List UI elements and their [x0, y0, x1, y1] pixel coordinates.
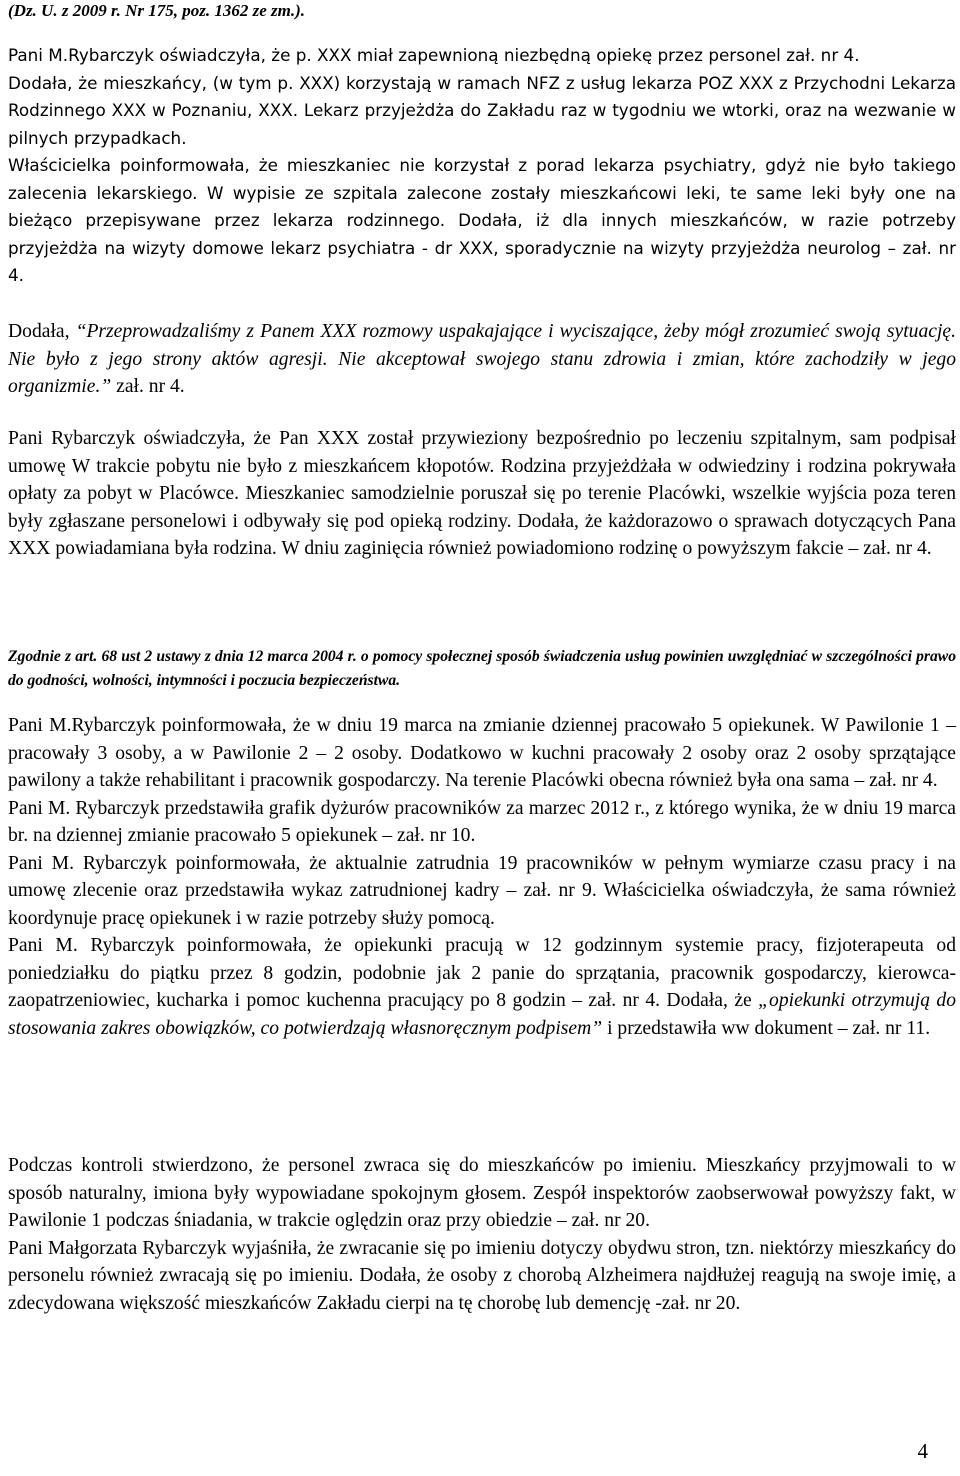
- paragraph-end: i przedstawiła ww dokument – zał. nr 11.: [602, 1017, 931, 1039]
- legal-reference-header: (Dz. U. z 2009 r. Nr 175, poz. 1362 ze zm.).: [8, 1, 306, 20]
- paragraph: Podczas kontroli stwierdzono, że personel zwraca się do mieszkańców po imieniu. Mieszkańcy przyjmowali to w sposób naturalny, imiona były wypowiadane spokojnym głosem. Zespół inspektorów zaobserwował powyższy fakt, w Pawilonie 1 podczas śniadania, w trakcie oględzin oraz przy obiedzie – zał. nr 20.: [8, 1155, 956, 1231]
- paragraph: Pani M.Rybarczyk poinformowała, że w dniu 19 marca na zmianie dziennej pracowało 5 opiekunek. W Pawilonie 1 – pracowały 3 osoby, a w Pawilonie 2 – 2 osoby. Dodatkowo w kuchni pracowały 2 osoby oraz 2 osoby sprzątające pawilony a także rehabilitant i pracownik gospodarczy. Na terenie Placówki obecna również była ona sama – zał. nr 4.: [8, 715, 956, 791]
- section-4: [8, 1152, 956, 1317]
- quote: „opiekunki otrzymują do stosowania zakres obowiązków, co potwierdzają własnoręcznym podpisem”: [8, 990, 957, 1039]
- paragraph: Pani M.Rybarczyk oświadczyła, że p. XXX miał zapewnioną niezbędną opiekę przez personel zał. nr 4.: [8, 45, 860, 65]
- legal-note: Zgodnie z art. 68 ust 2 ustawy z dnia 12 marca 2004 r. o pomocy społecznej sposób świadczenia usług powinien uwzględniać w szczególności prawo do godności, wolności, intymności i poczucia bezpieczeństwa.: [8, 648, 956, 689]
- paragraph-admission: Pani Rybarczyk oświadczyła, że Pan XXX został przywieziony bezpośrednio po leczeniu szpitalnym, sam podpisał umowę W trakcie pobytu nie było z mieszkańcem kłopotów. Rodzina przyjeżdżała w odwiedziny i rodzina pokrywała opłaty za pobyt w Placówce. Mieszkaniec samodzielnie poruszał się po terenie Placówki, wszelkie wyjścia poza teren były zgłaszane personelowi i odbywały się pod opieką rodziny. Dodała, że każdorazowo o sprawach dotyczących Pana XXX powiadamiana była rodzina. W dniu zaginięcia również powiadomiono rodzinę o powyższym fakcie – zał. nr 4.: [8, 428, 956, 559]
- section-3: [8, 712, 956, 1042]
- paragraph: Właścicielka poinformowała, że mieszkaniec nie korzystał z porad lekarza psychiatry, gdyż nie było takiego zalecenia lekarskiego. W wypisie ze szpitala zalecone zostały mieszkańcowi leki, te same leki były one na bieżąco przepisywane przez lekarza rodzinnego. Dodała, iż dla innych mieszkańców, w razie potrzeby przyjeżdża na wizyty domowe lekarz psychiatra - dr XXX, sporadycznie na wizyty przyjeżdża neurolog – zał. nr 4.: [8, 155, 956, 285]
- paragraph: Dodała, że mieszkańcy, (w tym p. XXX) korzystają w ramach NFZ z usług lekarza POZ XXX z Przychodni Lekarza Rodzinnego XXX w Poznaniu, XXX. Lekarz przyjeżdża do Zakładu raz w tygodniu we wtorki, oraz na wezwanie w pilnych przypadkach.: [8, 72, 956, 148]
- quote-intro: Dodała,: [8, 321, 70, 342]
- quote-paragraph: [8, 318, 956, 401]
- paragraph: Pani M. Rybarczyk poinformowała, że aktualnie zatrudnia 19 pracowników w pełnym wymiarze czasu pracy i na umowę zlecenie oraz przedstawiła wykaz zatrudnionej kadry – zał. nr 9. Właścicielka oświadczyła, że sama również koordynuje pracę opiekunek i w razie potrzeby służy pomocą.: [8, 852, 956, 929]
- section-1: [8, 42, 956, 290]
- paragraph: Pani Małgorzata Rybarczyk wyjaśniła, że zwracanie się po imieniu dotyczy obydwu stron, tzn. niektórzy mieszkańcy do personelu również zwracają się po imieniu. Dodała, że osoby z chorobą Alzheimera najdłużej reagują na swoje imię, a zdecydowana większość mieszkańców Zakładu cierpi na tę chorobę lub demencję -zał. nr 20.: [8, 1237, 956, 1314]
- page-number: 4: [917, 1439, 928, 1463]
- paragraph-text: Pani M. Rybarczyk poinformowała, że opiekunki pracują w 12 godzinnym systemie pracy, fizjoterapeuta od poniedziałku do piątku przez 8 godzin, podobnie jak 2 panie do sprzątania, pracownik gospodarczy, kierowca-zaopatrzeniowiec, kucharka i pomoc kuchenna pracujący po 8 godzin – zał. nr 4. Dodała, że: [8, 935, 956, 1011]
- attachment-ref: zał. nr 4.: [111, 376, 185, 397]
- resident-quote: “Przeprowadzaliśmy z Panem XXX rozmowy uspakajające i wyciszające, żeby mógł zrozumieć swoją sytuację. Nie było z jego strony aktów agresji. Nie akceptował swojego stanu zdrowia i zmian, które zachodziły w jego organizmie.”: [8, 321, 956, 397]
- paragraph: [8, 932, 956, 1042]
- paragraph: Pani M. Rybarczyk przedstawiła grafik dyżurów pracowników za marzec 2012 r., z którego wynika, że w dniu 19 marca br. na dziennej zmianie pracowało 5 opiekunek – zał. nr 10.: [8, 797, 956, 846]
